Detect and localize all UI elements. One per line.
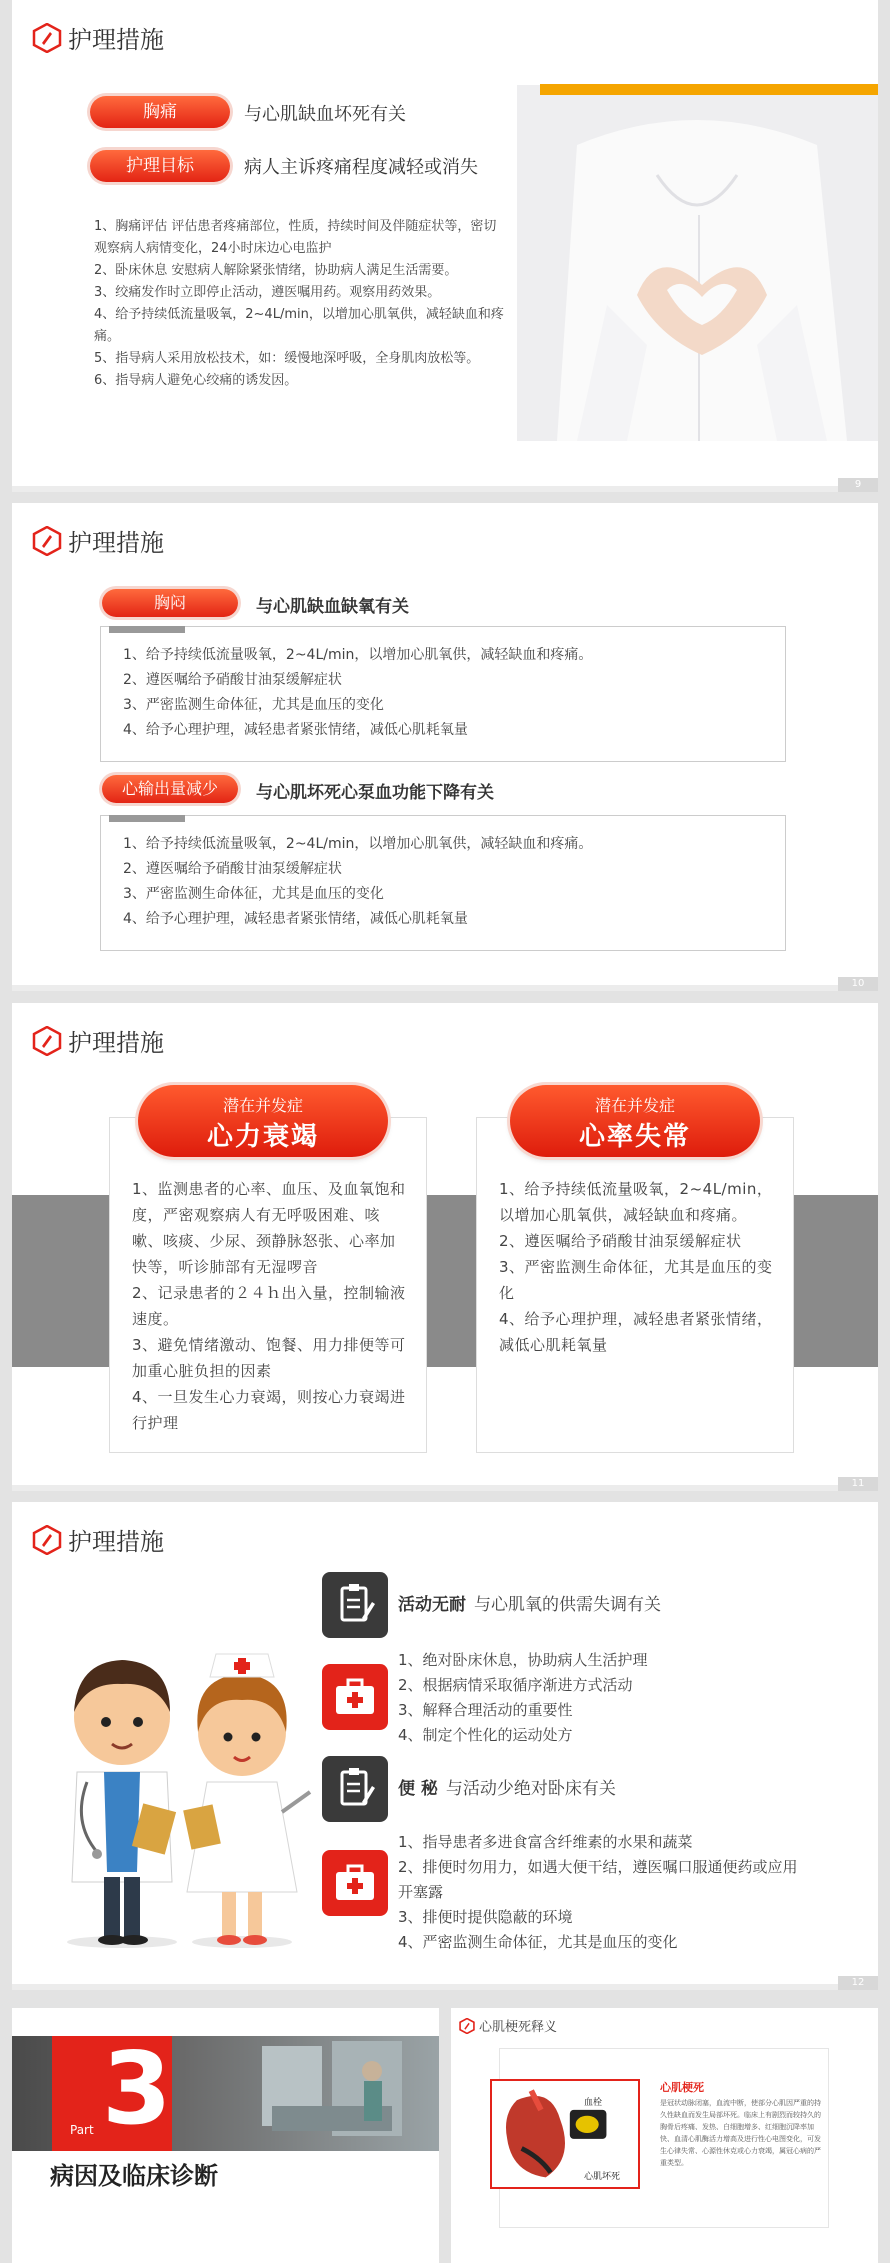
page-number: 9	[838, 478, 878, 492]
list-item: 1、给予持续低流量吸氧，2~4L/min，以增加心肌氧供，减轻缺血和疼痛。	[123, 647, 593, 663]
page-number: 12	[838, 1976, 878, 1990]
list-item: 3、严密监测生命体征，尤其是血压的变化	[123, 697, 384, 713]
diagram-label-necrosis: 心肌坏死	[584, 2172, 621, 2182]
slide-title	[32, 1522, 164, 1557]
list-item: 2、根据病情采取循序渐进方式活动	[398, 1676, 633, 1694]
tag-chest-tightness: 胸闷	[102, 589, 238, 617]
list-item: 2、记录患者的２４ｈ出入量，控制输液速度。	[132, 1284, 406, 1328]
list-item: 2、遵医嘱给予硝酸甘油泵缓解症状	[123, 672, 342, 688]
title-text: 护理措施	[68, 26, 164, 54]
title-text: 心肌梗死释义	[479, 2020, 558, 2035]
list-item: 3、避免情绪激动、饱餐、用力排便等可加重心脏负担的因素	[132, 1336, 406, 1380]
section-heading: 与心肌坏死心泵血功能下降有关	[256, 783, 494, 803]
section-heading: 与心肌缺血缺氧有关	[256, 597, 409, 617]
list-item: 4、严密监测生命体征，尤其是血压的变化	[398, 1933, 678, 1951]
list-item: 3、绞痛发作时立即停止活动，遵医嘱用药。观察用药效果。	[94, 285, 441, 300]
measure-list	[132, 1176, 408, 1436]
box-tab	[109, 626, 185, 633]
definition-frame	[499, 2048, 829, 2228]
bottom-bar	[12, 486, 878, 492]
slide-title	[32, 20, 164, 55]
first-aid-kit-icon	[322, 1850, 388, 1916]
title-text: 护理措施	[68, 1528, 164, 1556]
clipboard-icon	[322, 1756, 388, 1822]
block-heading	[398, 1590, 661, 1615]
slide-title	[459, 2016, 557, 2035]
slide-title	[32, 1023, 164, 1058]
list-item: 3、严密监测生命体征，尤其是血压的变化	[499, 1258, 773, 1302]
block-heading-bold: 活动无耐	[398, 1595, 466, 1615]
title-text: 护理措施	[68, 529, 164, 557]
list-item: 3、严密监测生命体征，尤其是血压的变化	[123, 886, 384, 902]
pill-subtitle: 潜在并发症	[594, 1096, 675, 1115]
measure-box	[100, 626, 786, 762]
list-item: 5、指导病人采用放松技术，如：缓慢地深呼吸，全身肌肉放松等。	[94, 351, 480, 366]
list-item: 1、给予持续低流量吸氧，2~4L/min，以增加心肌氧供，减轻缺血和疼痛。	[499, 1180, 773, 1224]
list-item: 4、给予心理护理，减轻患者紧张情绪，减低心肌耗氧量	[499, 1310, 773, 1354]
part-block	[52, 2030, 172, 2151]
list-item: 4、制定个性化的运动处方	[398, 1726, 573, 1744]
measure-box	[100, 815, 786, 951]
logo-icon	[32, 1525, 62, 1555]
measure-list	[94, 216, 504, 392]
block-heading-text: 与心肌氧的供需失调有关	[474, 1595, 661, 1615]
slide-nursing-measures-2	[12, 503, 878, 991]
tag-reduced-output: 心输出量减少	[102, 775, 238, 803]
doctor-nurse-illustration	[42, 1622, 322, 1952]
pill-subtitle: 潜在并发症	[222, 1096, 303, 1115]
list-item: 4、给予持续低流量吸氧，2~4L/min，以增加心肌氧供，减轻缺血和疼痛。	[94, 307, 504, 344]
list-item: 4、给予心理护理，减轻患者紧张情绪，减低心肌耗氧量	[123, 911, 468, 927]
logo-icon	[32, 1026, 62, 1056]
first-aid-kit-icon	[322, 1664, 388, 1730]
title-text: 护理措施	[68, 1029, 164, 1057]
list-item: 3、解释合理活动的重要性	[398, 1701, 573, 1719]
slide-nursing-measures-3	[12, 1003, 878, 1491]
section-title: 病因及临床诊断	[50, 2162, 218, 2190]
accent-bar	[540, 84, 878, 95]
clipboard-icon	[322, 1572, 388, 1638]
slide-title	[32, 523, 164, 558]
complication-pill-arrhythmia	[510, 1085, 760, 1157]
box-tab	[109, 815, 185, 822]
measure-list	[101, 816, 785, 932]
slide-nursing-measures-1	[12, 0, 878, 492]
list-item: 4、一旦发生心力衰竭，则按心力衰竭进行护理	[132, 1388, 406, 1432]
measure-list	[398, 1830, 798, 1955]
list-item: 1、指导患者多进食富含纤维素的水果和蔬菜	[398, 1833, 693, 1851]
list-item: 2、排便时勿用力，如遇大便干结，遵医嘱口服通便药或应用开塞露	[398, 1858, 798, 1901]
list-item: 1、监测患者的心率、血压、及血氧饱和度，严密观察病人有无呼吸困难、咳嗽、咳痰、少尿、颈静脉怒张、心率加快等，听诊肺部有无湿啰音	[132, 1180, 406, 1276]
slide-mi-definition	[451, 2008, 878, 2263]
bottom-bar	[12, 1984, 878, 1990]
list-item: 2、卧床休息 安慰病人解除紧张情绪，协助病人满足生活需要。	[94, 263, 458, 278]
tag-nursing-goal-text: 病人主诉疼痛程度减轻或消失	[244, 157, 478, 178]
list-item: 1、胸痛评估 评估患者疼痛部位，性质，持续时间及伴随症状等，密切观察病人病情变化，24小时床边心电监护	[94, 219, 497, 256]
complication-card-arrhythmia	[476, 1117, 794, 1453]
list-item: 4、给予心理护理，减轻患者紧张情绪，减低心肌耗氧量	[123, 722, 468, 738]
list-item: 2、遵医嘱给予硝酸甘油泵缓解症状	[499, 1232, 742, 1250]
heart-diagram	[490, 2079, 640, 2189]
block-heading-bold: 便 秘	[398, 1779, 438, 1799]
list-item: 1、绝对卧床休息，协助病人生活护理	[398, 1651, 648, 1669]
bottom-bar	[12, 985, 878, 991]
tag-chest-pain-text: 与心肌缺血坏死有关	[244, 104, 406, 125]
tag-chest-pain: 胸痛	[90, 96, 230, 128]
measure-list	[499, 1176, 775, 1358]
complication-pill-heart-failure	[138, 1085, 388, 1157]
page-number: 11	[838, 1477, 878, 1491]
page-number: 10	[838, 977, 878, 991]
measure-list	[398, 1648, 648, 1748]
pill-title: 心率失常	[578, 1122, 691, 1152]
block-heading-text: 与活动少绝对卧床有关	[445, 1779, 616, 1799]
tag-nursing-goal: 护理目标	[90, 150, 230, 182]
definition-title: 心肌梗死	[660, 2081, 704, 2094]
logo-icon	[32, 23, 62, 53]
measure-list	[101, 627, 785, 743]
hands-heart-photo	[517, 85, 878, 441]
part-label: Part	[70, 2123, 94, 2137]
list-item: 1、给予持续低流量吸氧，2~4L/min，以增加心肌氧供，减轻缺血和疼痛。	[123, 836, 593, 852]
list-item: 2、遵医嘱给予硝酸甘油泵缓解症状	[123, 861, 342, 877]
list-item: 6、指导病人避免心绞痛的诱发因。	[94, 373, 298, 388]
pill-title: 心力衰竭	[206, 1122, 319, 1152]
logo-icon	[459, 2018, 475, 2034]
complication-card-heart-failure	[109, 1117, 427, 1453]
slide-nursing-measures-4	[12, 1502, 878, 1990]
slide-part3-cover	[12, 2008, 439, 2263]
diagram-label-thrombus: 血栓	[584, 2098, 603, 2108]
list-item: 3、排便时提供隐蔽的环境	[398, 1908, 573, 1926]
definition-text: 是冠状动脉闭塞，血流中断，使部分心肌因严重的持久性缺血而发生局部坏死。临床上有剧烈而较持久的胸骨后疼痛、发热、白细胞增多、红细胞沉降率加快、血清心肌酶活力增高及进行性心电图变化，可发生心律失常、心源性休克或心力衰竭，属冠心病的严重类型。	[660, 2099, 821, 2167]
part-number: 3	[102, 2030, 172, 2147]
logo-icon	[32, 526, 62, 556]
block-heading	[398, 1774, 616, 1799]
bottom-bar	[12, 1485, 878, 1491]
